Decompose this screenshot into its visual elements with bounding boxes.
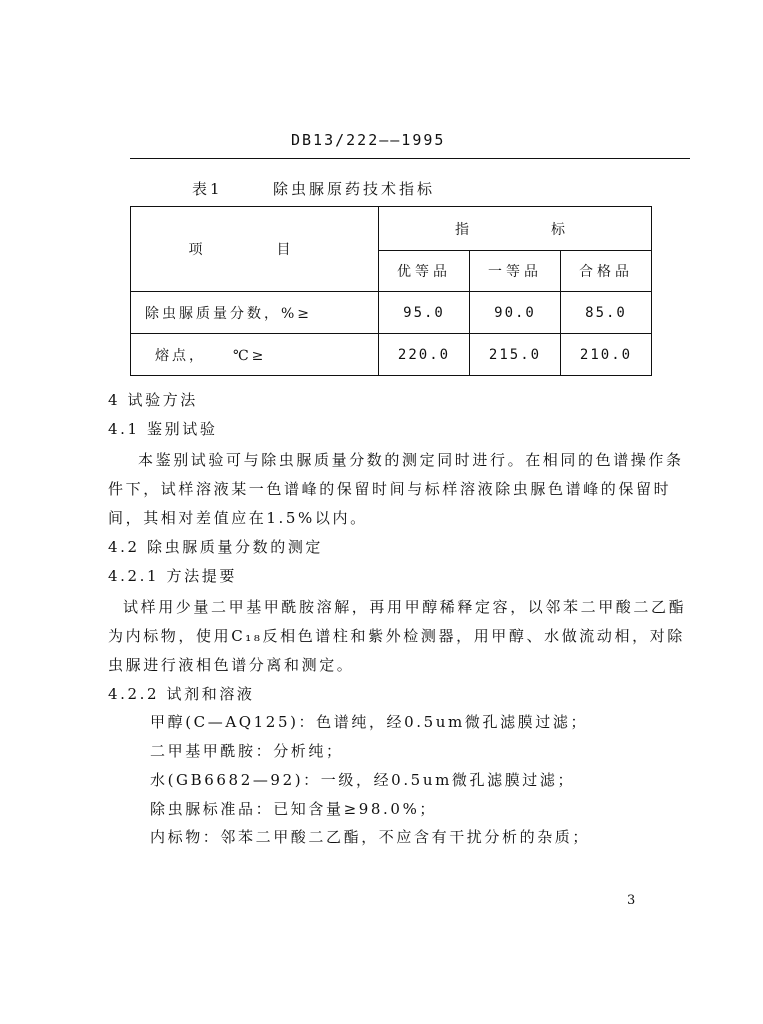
item-header-cell [131,207,379,292]
value-cell: 210.0 [561,334,652,376]
value-cell: 215.0 [470,334,561,376]
row-label-melting-point: 熔点， ℃≥ [131,334,379,376]
table-row [131,292,652,334]
item-header: 项 目 [188,242,321,258]
index-header-cell [379,207,652,251]
header-rule [130,158,690,159]
row-label-mass-fraction: 除虫脲质量分数，%≥ [131,292,379,334]
section-4-heading: 4 试验方法 [108,391,198,409]
section-4-2-2-heading: 4.2.2 试剂和溶液 [108,685,255,703]
value-cell: 90.0 [470,292,561,334]
document-code-header: DB13/222——1995 [291,131,446,149]
reagent-item: 内标物：邻苯二甲酸二乙酯，不应含有干扰分析的杂质； [150,828,591,846]
table-row [131,334,652,376]
section-4-2-1-paragraph: 试样用少量二甲基甲酰胺溶解，再用甲醇稀释定容，以邻苯二甲酸二乙酯为内标物，使用C₁₈反相色谱柱和紫外检测器，用甲醇、水做流动相，对除虫脲进行液相色谱分离和测定。 [108,598,687,674]
section-4-2-1-heading: 4.2.1 方法提要 [108,567,237,585]
grade-header-premium: 优等品 [379,251,470,292]
value-cell: 85.0 [561,292,652,334]
value-cell: 220.0 [379,334,470,376]
index-header: 指 标 [455,221,575,238]
section-4-1-heading: 4.1 鉴别试验 [108,420,218,438]
section-4-1-paragraph: 本鉴别试验可与除虫脲质量分数的测定同时进行。在相同的色谱操作条件下，试样溶液某一色谱峰的保留时间与标样溶液除虫脲色谱峰的保留时间，其相对差值应在1.5%以内。 [108,451,684,527]
section-4-2-heading: 4.2 除虫脲质量分数的测定 [108,538,324,556]
table-caption-title: 除虫脲原药技术指标 [273,180,436,198]
table-caption-label: 表1 [192,180,223,198]
reagent-item: 二甲基甲酰胺：分析纯； [150,742,344,760]
reagent-item: 除虫脲标准品：已知含量≥98.0%； [150,800,438,818]
grade-header-first: 一等品 [470,251,561,292]
reagent-item: 水(GB6682—92)：一级，经0.5um微孔滤膜过滤； [150,771,576,789]
page-number: 3 [627,893,636,908]
technical-spec-table [130,206,652,376]
grade-header-qualified: 合格品 [561,251,652,292]
value-cell: 95.0 [379,292,470,334]
reagent-item: 甲醇(C—AQ125)：色谱纯，经0.5um微孔滤膜过滤； [150,713,589,731]
